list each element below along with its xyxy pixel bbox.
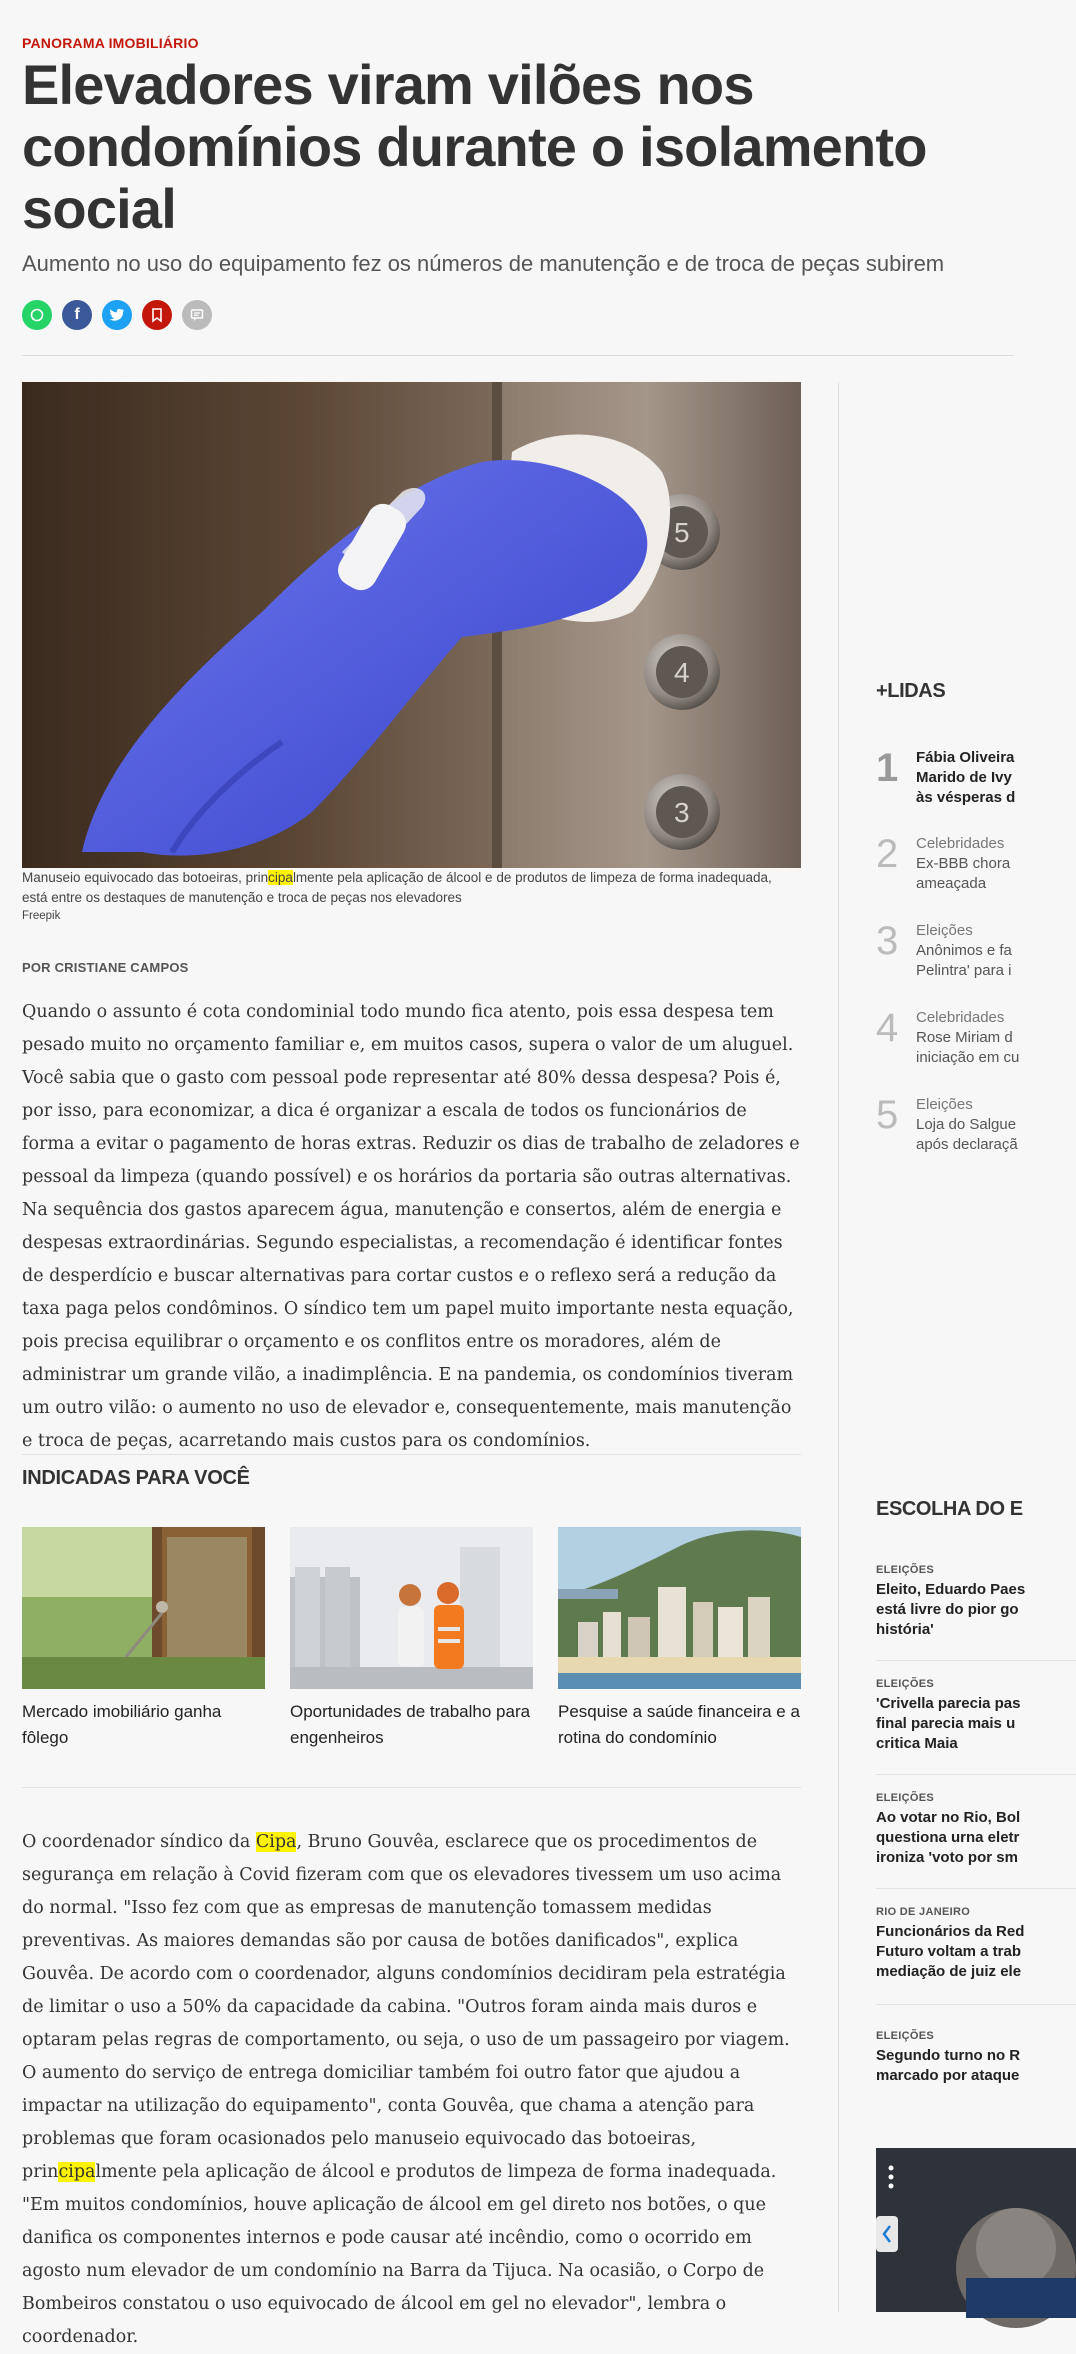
headline-line: Segundo turno no R [876, 2047, 1021, 2064]
recommended-card[interactable] [22, 1527, 265, 1751]
paragraph-2-text: lmente pela aplicação de álcool e produtos de limpeza de forma inadequada. "Em muitos condomínios, houve aplicação de álcool em gel direto nos botões, o que danifica os componentes internos e pode causar até incêndio, como o ocorrido em agosto num elevador de um condomínio na Barra da Tijuca. Na ocasião, o Corpo de Bombeiros constatou o uso equivocado de álcool em gel no elevador", lembra o coordenador. [22, 2162, 777, 2347]
bookmark-icon [151, 308, 163, 322]
paragraph-2 [22, 1826, 801, 2354]
header-divider [22, 355, 1014, 356]
hero-caption [22, 868, 801, 908]
paragraph-1: Quando o assunto é cota condominial todo mundo fica atento, pois essa despesa tem pesado muito no orçamento familiar e, em muitos casos, supera o valor de um aluguel. Você sabia que o gasto com pessoal pode representar até 80% dessa despesa? Pois é, por isso, para economizar, a dica é organizar a escala de todos os funcionários de forma a evitar o pagamento de horas extras. Reduzir os dias de trabalho de zeladores e pessoal da limpeza (quando possível) e os horários da portaria são outras alternativas. Na sequência dos gastos aparecem água, manutenção e consertos, além de energia e despesas extraordinárias. Segundo especialistas, a recomendação é identificar fontes de desperdício e buscar alternativas para cortar custos e o reflexo será a redução da taxa paga pelos condôminos. O síndico tem um papel muito importante nesta equação, pois precisa equilibrar o orçamento e os conflitos entre os moradores, além de administrar um grande vilão, a inadimplência. E na pandemia, os condomínios tiveram um outro vilão: o aumento no uso de elevador e, consequentemente, mais manutenção e troca de peças, acarretando mais custos para os condomínios. [22, 1002, 800, 1451]
editors-choice-divider [876, 2004, 1076, 2005]
page-title: Elevadores viram vilões nos condomínios durante o isolamento social [22, 53, 927, 240]
editors-choice-category: RIO DE JANEIRO [876, 1906, 971, 1918]
editors-choice-item[interactable] [876, 1792, 1076, 1868]
most-read-line: após declaraçã [916, 1136, 1018, 1153]
most-read-line: Anônimos e fa [916, 942, 1012, 959]
headline-line: mediação de juiz ele [876, 1963, 1022, 1980]
recommended-card[interactable] [290, 1527, 533, 1751]
highlight-cipa: cipa [58, 2162, 96, 2182]
headline-line: Ao votar no Rio, Bol [876, 1809, 1021, 1826]
most-read-number: 2 [876, 832, 899, 876]
most-read-text [916, 1095, 1076, 1155]
editors-choice-headline [876, 2046, 1076, 2086]
headline-line: Funcionários da Red [876, 1923, 1025, 1940]
most-read-text [916, 748, 1076, 808]
facebook-share-button[interactable] [62, 300, 92, 330]
editors-choice-headline [876, 1694, 1076, 1754]
caption-highlight: cipa [268, 870, 293, 885]
editors-choice-item[interactable] [876, 1564, 1076, 1640]
most-read-line: às vésperas d [916, 789, 1016, 806]
svg-text:5: 5 [674, 517, 690, 548]
twitter-icon [109, 308, 125, 322]
recommended-divider-bottom [22, 1787, 801, 1788]
editors-choice-divider [876, 1888, 1076, 1889]
most-read-line: Fábia Oliveira [916, 749, 1015, 766]
whatsapp-icon [29, 307, 45, 323]
byline: POR CRISTIANE CAMPOS [22, 960, 189, 975]
recommended-image [22, 1527, 265, 1689]
editors-choice-item[interactable] [876, 2030, 1076, 2086]
most-read-category: Eleições [916, 922, 973, 939]
comment-button[interactable] [182, 300, 212, 330]
editors-choice-item[interactable] [876, 1678, 1076, 1754]
headline-line: Eleito, Eduardo Paes [876, 1581, 1026, 1598]
most-read-line: Ex-BBB chora [916, 855, 1011, 872]
recommended-image [558, 1527, 801, 1689]
most-read-text [916, 834, 1076, 894]
editors-choice-headline [876, 1580, 1076, 1640]
photo-credit: Freepik [22, 910, 61, 922]
editors-choice-headline [876, 1922, 1076, 1982]
recommended-caption[interactable]: Mercado imobiliário ganha fôlego [22, 1702, 222, 1747]
paragraph-2-text: , Bruno Gouvêa, esclarece que os procedimentos de segurança em relação à Covid fizeram com que os elevadores tivessem um uso acima do normal. "Isso fez com que as empresas de manutenção tomassem medidas preventivas. As maiores demandas são por causa de botões danificados", explica Gouvêa. De acordo com o coordenador, alguns condomínios decidiram pela estratégia de limitar o uso a 50% da capacidade da cabina. "Outros foram ainda mais duros e optaram pelas regras de comportamento, ou seja, o uso de um passageiro por viagem. O aumento do serviço de entrega domiciliar também foi outro fator que ajudou a impactar na utilização do equipamento", conta Gouvêa, que chama a atenção para problemas que foram ocasionados pelo manuseio equivocado das botoeiras, prin [22, 1832, 790, 2182]
headline-line: questiona urna eletr [876, 1829, 1020, 1846]
editors-choice-divider [876, 1660, 1076, 1661]
most-read-text [916, 921, 1076, 981]
facebook-icon: f [74, 306, 80, 323]
article-subtitle: Aumento no uso do equipamento fez os números de manutenção e de troca de peças subirem [22, 251, 945, 276]
paragraph-2-text: O coordenador síndico da [22, 1832, 256, 1852]
most-read-line: Pelintra' para i [916, 962, 1012, 979]
headline-line: marcado por ataque [876, 2067, 1020, 2084]
svg-text:3: 3 [674, 797, 690, 828]
recommended-image [290, 1527, 533, 1689]
svg-text:4: 4 [674, 657, 690, 688]
highlight-cipa: Cipa [255, 1832, 297, 1852]
recommended-card[interactable] [558, 1527, 801, 1751]
most-read-category: Celebridades [916, 1009, 1005, 1026]
twitter-share-button[interactable] [102, 300, 132, 330]
most-read-line: ameaçada [916, 875, 987, 892]
recommended-caption[interactable]: Oportunidades de trabalho para engenheiros [290, 1702, 531, 1747]
headline-line: história' [876, 1621, 934, 1638]
recommended-divider-top [22, 1454, 801, 1455]
editors-choice-title: ESCOLHA DO E [876, 1498, 1023, 1520]
recommended-grid [22, 1527, 801, 1751]
whatsapp-share-button[interactable] [22, 300, 52, 330]
editors-choice-item[interactable] [876, 1906, 1076, 1982]
most-read-number: 4 [876, 1006, 899, 1050]
headline-line: 'Crivella parecia pas [876, 1695, 1021, 1712]
headline-line: Futuro voltam a trab [876, 1943, 1022, 1960]
video-widget[interactable] [876, 2148, 1076, 2312]
column-divider [838, 382, 839, 2312]
most-read-line: iniciação em cu [916, 1049, 1020, 1066]
most-read-category: Eleições [916, 1096, 973, 1113]
save-button[interactable] [142, 300, 172, 330]
most-read-category: Celebridades [916, 835, 1005, 852]
editors-choice-category: ELEIÇÕES [876, 1564, 935, 1576]
editors-choice-headline [876, 1808, 1076, 1868]
most-read-line: Marido de Ivy [916, 769, 1012, 786]
headline-line: final parecia mais u [876, 1715, 1016, 1732]
headline-line: está livre do pior go [876, 1601, 1019, 1618]
editors-choice-divider [876, 1774, 1076, 1775]
most-read-text [916, 1008, 1076, 1068]
comment-icon [190, 308, 204, 322]
caption-text-rest: lmente pela aplicação de álcool e de produtos de limpeza de forma inadequada, está entre os destaques de manutenção e troca de peças nos elevadores [22, 870, 772, 905]
headline-line: ironiza 'voto por sm [876, 1849, 1018, 1866]
hero-image [22, 382, 801, 868]
editors-choice-category: ELEIÇÕES [876, 1792, 935, 1804]
most-read-number: 3 [876, 919, 899, 963]
most-read-title: +LIDAS [876, 680, 946, 702]
most-read-number: 5 [876, 1093, 899, 1137]
most-read-number: 1 [876, 746, 899, 790]
section-tag[interactable]: PANORAMA IMOBILIÁRIO [22, 35, 199, 51]
most-read-line: Rose Miriam d [916, 1029, 1013, 1046]
editors-choice-category: ELEIÇÕES [876, 1678, 935, 1690]
headline-line: critica Maia [876, 1735, 958, 1752]
recommended-caption[interactable]: Pesquise a saúde financeira e a rotina do condomínio [558, 1702, 800, 1747]
most-read-line: Loja do Salgue [916, 1116, 1017, 1133]
recommended-title: INDICADAS PARA VOCÊ [22, 1467, 250, 1489]
caption-text: Manuseio equivocado das botoeiras, prin [22, 870, 269, 885]
share-bar [22, 300, 212, 330]
editors-choice-category: ELEIÇÕES [876, 2030, 935, 2042]
